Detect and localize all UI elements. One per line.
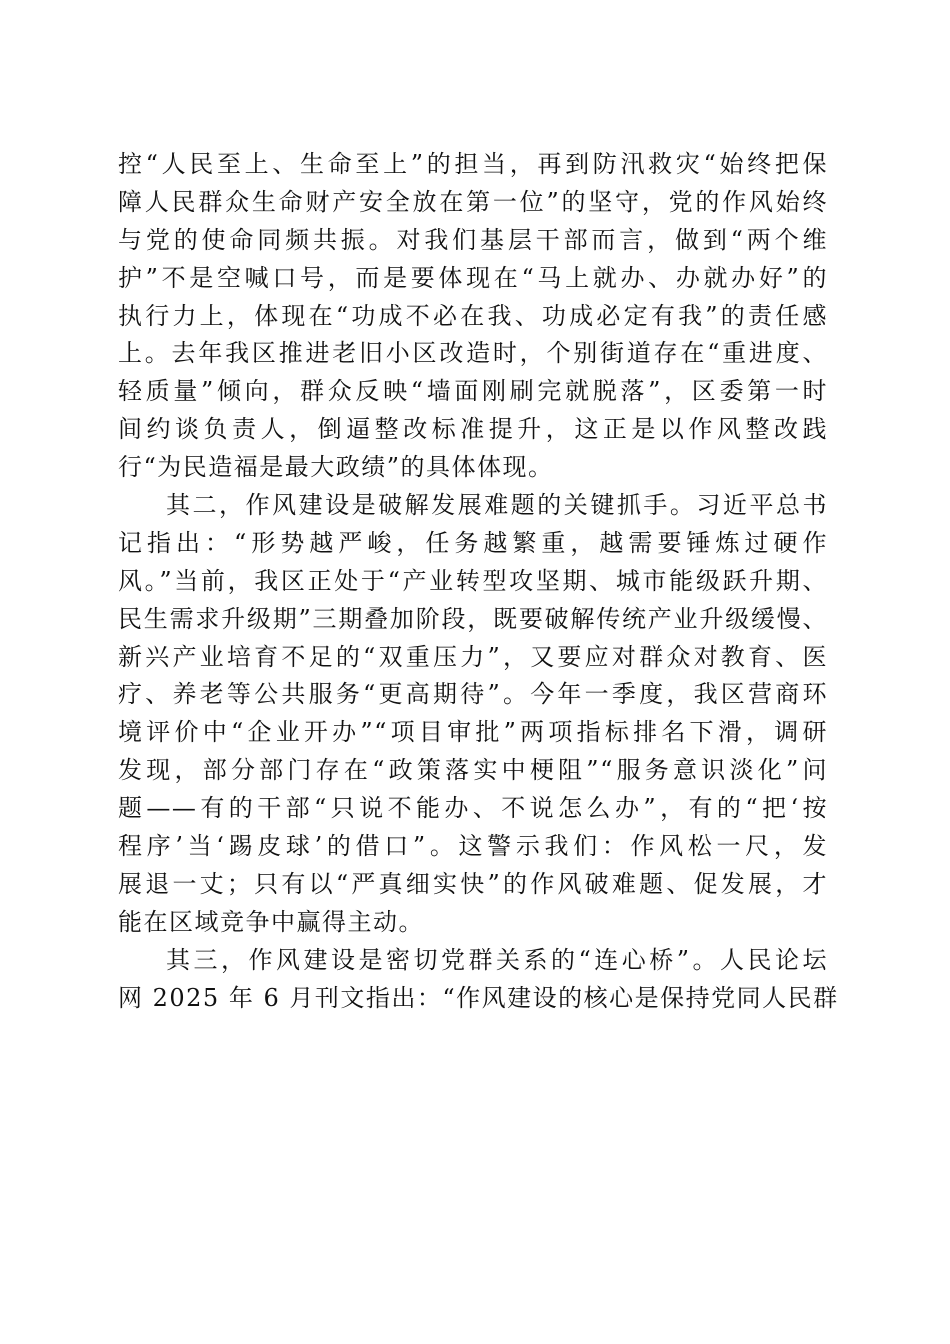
text-line: 与党的使命同频共振。对我们基层干部而言，做到“两个维 (118, 225, 828, 254)
text-line: 上。去年我区推进老旧小区改造时，个别街道存在“重进度、 (118, 339, 828, 368)
text-line: 其二，作风建设是破解发展难题的关键抓手。习近平总书 (166, 491, 828, 520)
text-line: 民生需求升级期”三期叠加阶段，既要破解传统产业升级缓慢、 (118, 604, 828, 633)
text-line: 风。”当前，我区正处于“产业转型攻坚期、城市能级跃升期、 (118, 566, 828, 595)
text-line: 发现，部分部门存在“政策落实中梗阻”“服务意识淡化”问 (118, 756, 828, 785)
text-line: 控“人民至上、生命至上”的担当，再到防汛救灾“始终把保 (118, 150, 828, 178)
paragraph-1 (118, 146, 828, 487)
text-line: 能在区域竞争中赢得主动。 (118, 907, 424, 936)
document-body (118, 146, 839, 1017)
text-line: 新兴产业培育不足的“双重压力”，又要应对群众对教育、医 (118, 642, 828, 671)
paragraph-2 (118, 487, 828, 942)
text-line: 执行力上，体现在“功成不必在我、功成必定有我”的责任感 (118, 301, 828, 330)
text-line: 护”不是空喊口号，而是要体现在“马上就办、办就办好”的 (118, 263, 828, 292)
text-line: 程序’当‘踢皮球’的借口”。这警示我们：作风松一尺，发 (118, 832, 828, 861)
text-line: 境评价中“企业开办”“项目审批”两项指标排名下滑，调研 (118, 718, 828, 747)
text-line: 间约谈负责人，倒逼整改标准提升，这正是以作风整改践 (118, 415, 828, 444)
text-line: 障人民群众生命财产安全放在第一位”的坚守，党的作风始终 (118, 187, 828, 216)
text-line: 轻质量”倾向，群众反映“墙面刚刷完就脱落”，区委第一时 (118, 377, 828, 406)
text-line: 行“为民造福是最大政绩”的具体体现。 (118, 453, 554, 482)
text-line: 疗、养老等公共服务“更高期待”。今年一季度，我区营商环 (118, 680, 828, 709)
text-line: 记指出：“形势越严峻，任务越繁重，越需要锤炼过硬作 (118, 528, 828, 557)
text-line: 其三，作风建设是密切党群关系的“连心桥”。人民论坛 (166, 945, 828, 974)
text-line: 展退一丈；只有以“严真细实快”的作风破难题、促发展，才 (118, 869, 828, 898)
paragraph-3 (118, 942, 839, 1018)
text-line: 网 2025 年 6 月刊文指出：“作风建设的核心是保持党同人民群 (118, 983, 839, 1012)
text-line: 题——有的干部“只说不能办、不说怎么办”，有的“把‘按 (118, 794, 828, 823)
